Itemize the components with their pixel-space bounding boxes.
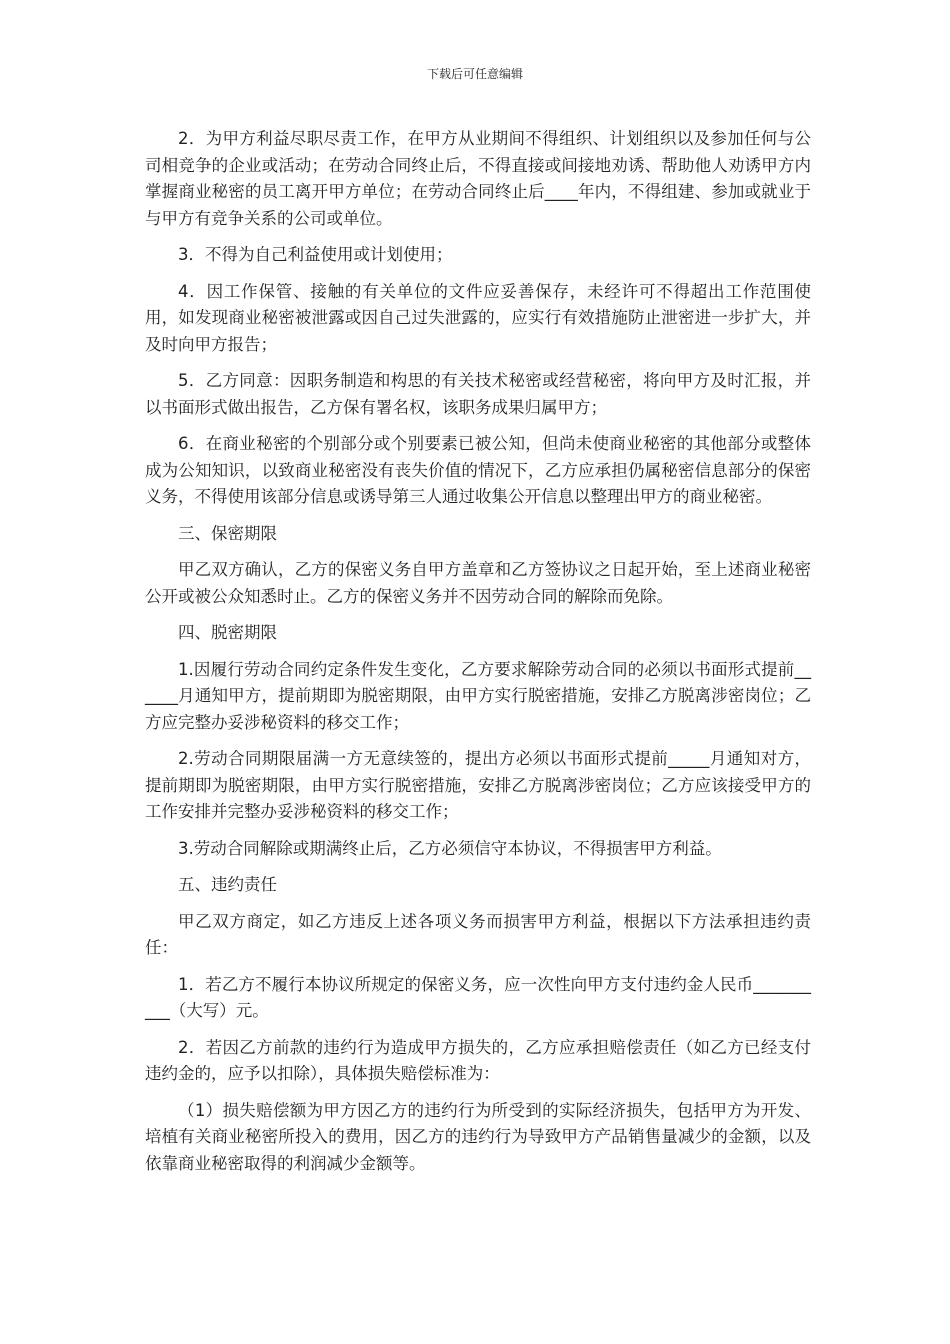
breach-item-1: 1．若乙方不履行本协议所规定的保密义务，应一次性向甲方支付违约金人民币__________（大写）元。 <box>145 974 811 1020</box>
document-body <box>145 126 811 1187</box>
clause-3-paragraph: 3．不得为自己利益使用或计划使用； <box>178 245 453 264</box>
section-heading-declassification-period: 四、脱密期限 <box>178 623 277 642</box>
breach-subitem-1: （1）损失赔偿额为甲方因乙方的违约行为所受到的实际经济损失，包括甲方为开发、培植有关商业秘密所投入的费用，因乙方的违约行为导致甲方产品销售量减少的金额，以及依靠商业秘密取得的利润减少金额等。 <box>145 1100 811 1173</box>
breach-item-2: 2．若因乙方前款的违约行为造成甲方损失的，乙方应承担赔偿责任（如乙方已经支付违约金的，应予以扣除），具体损失赔偿标准为： <box>145 1037 811 1083</box>
declassification-item-1: 1.因履行劳动合同约定条件发生变化，乙方要求解除劳动合同的必须以书面形式提前______月通知甲方，提前期即为脱密期限，由甲方实行脱密措施，安排乙方脱离涉密岗位；乙方应完整办妥涉秘资料的移交工作； <box>145 659 811 732</box>
clause-4-paragraph: 4．因工作保管、接触的有关单位的文件应妥善保存，未经许可不得超出工作范围使用，如发现商业秘密被泄露或因自己过失泄露的，应实行有效措施防止泄密进一步扩大，并及时向甲方报告； <box>145 281 811 354</box>
section-heading-confidentiality-period: 三、保密期限 <box>178 523 277 543</box>
breach-intro-paragraph: 甲乙双方商定，如乙方违反上述各项义务而损害甲方利益，根据以下方法承担违约责任： <box>145 911 811 957</box>
clause-2-paragraph: 2．为甲方利益尽职尽责工作，在甲方从业期间不得组织、计划组织以及参加任何与公司相竞争的企业或活动；在劳动合同终止后，不得直接或间接地劝诱、帮助他人劝诱甲方内掌握商业秘密的员工离开甲方单位；在劳动合同终止后____年内，不得组建、参加或就业于与甲方有竞争关系的公司或单位。 <box>145 129 811 228</box>
clause-6-paragraph: 6．在商业秘密的个别部分或个别要素已被公知，但尚未使商业秘密的其他部分或整体成为公知知识，以致商业秘密没有丧失价值的情况下，乙方应承担仍属秘密信息部分的保密义务，不得使用该部分信息或诱导第三人通过收集公开信息以整理出甲方的商业秘密。 <box>145 434 811 506</box>
page-header: 下载后可任意编辑 <box>426 67 523 81</box>
section-heading-breach-liability: 五、违约责任 <box>178 875 277 894</box>
declassification-item-3: 3.劳动合同解除或期满终止后，乙方必须信守本协议，不得损害甲方利益。 <box>178 838 722 858</box>
confidentiality-period-paragraph: 甲乙双方确认，乙方的保密义务自甲方盖章和乙方签协议之日起开始，至上述商业秘密公开或被公众知悉时止。乙方的保密义务并不因劳动合同的解除而免除。 <box>145 560 811 606</box>
clause-5-paragraph: 5．乙方同意：因职务制造和构思的有关技术秘密或经营秘密，将向甲方及时汇报，并以书面形式做出报告，乙方保有署名权，该职务成果归属甲方； <box>145 371 811 417</box>
declassification-item-2: 2.劳动合同期限届满一方无意续签的，提出方必须以书面形式提前_____月通知对方，提前期即为脱密期限，由甲方实行脱密措施，安排乙方脱离涉密岗位；乙方应该接受甲方的工作安排并完整办妥涉秘资料的移交工作； <box>145 749 811 821</box>
